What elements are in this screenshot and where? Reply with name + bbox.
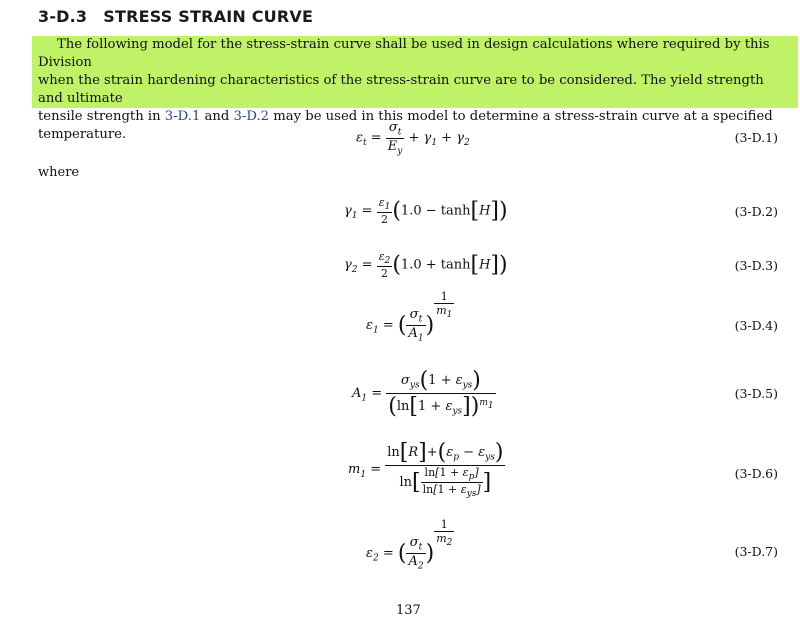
equation-number: (3-D.6) [734,466,778,481]
equation-body: $\varepsilon_2$ = ( $\frac{\sigma_t}{A_2}$ ) $^{\frac{1}{m_2}}$ [366,518,453,572]
paragraph-line-3: tensile strength in 3-D.1 and 3-D.2 may be used in this model to determine a stress-strain curve at a specified [38,109,773,124]
section-number: 3-D.3 [38,7,88,26]
equation-body: $A_1$ = $\frac{\sigma_{ys}(1 + \varepsilon_{ys})}{(\ln[1 + \varepsilon_{ys}])^{m_1}}$ [352,368,494,419]
page-number: 137 [396,603,421,618]
equation-body: $\gamma_2$ = $\frac{\varepsilon_2}{2}$ (1.0 + tanh[H]) [344,250,508,281]
equation-body: $\varepsilon_1$ = ( $\frac{\sigma_t}{A_1}$ ) $^{\frac{1}{m_1}}$ [366,290,453,344]
section-heading [38,7,313,26]
paragraph-line-4: temperature. [38,127,127,142]
equation-number: (3-D.3) [734,258,778,273]
equation-body: $m_1$ = $\ln[R]+(\varepsilon_p - \varepsilon_{ys})$ ln[ $\frac{\ln[1 + \varepsilon_p]}{\ln[1 + \varepsilon_{ys}]}$ ] [348,440,504,500]
equation-number: (3-D.4) [734,318,778,333]
section-title: STRESS STRAIN CURVE [103,7,314,26]
ref-link-3-d-1[interactable]: 3-D.1 [164,109,201,124]
where-label: where [38,165,80,180]
equation-number: (3-D.7) [734,544,778,559]
equation-body: $\varepsilon_t$ = $\frac{\sigma_t}{E_y}$ + $\gamma_1 + \gamma_2$ [356,120,470,157]
equation-number: (3-D.5) [734,386,778,401]
equation-body: $\gamma_1$ = $\frac{\varepsilon_1}{2}$ (1.0 − tanh[H]) [344,196,508,227]
highlighted-line-2: when the strain hardening characteristics of the stress-strain curve are to be considered. The yield strength and ultimate [32,72,798,108]
highlighted-line-1: The following model for the stress-strain curve shall be used in design calculations where required by this Division [32,36,798,72]
equation-number: (3-D.2) [734,204,778,219]
equation-number: (3-D.1) [734,130,778,145]
ref-link-3-d-2[interactable]: 3-D.2 [233,109,270,124]
